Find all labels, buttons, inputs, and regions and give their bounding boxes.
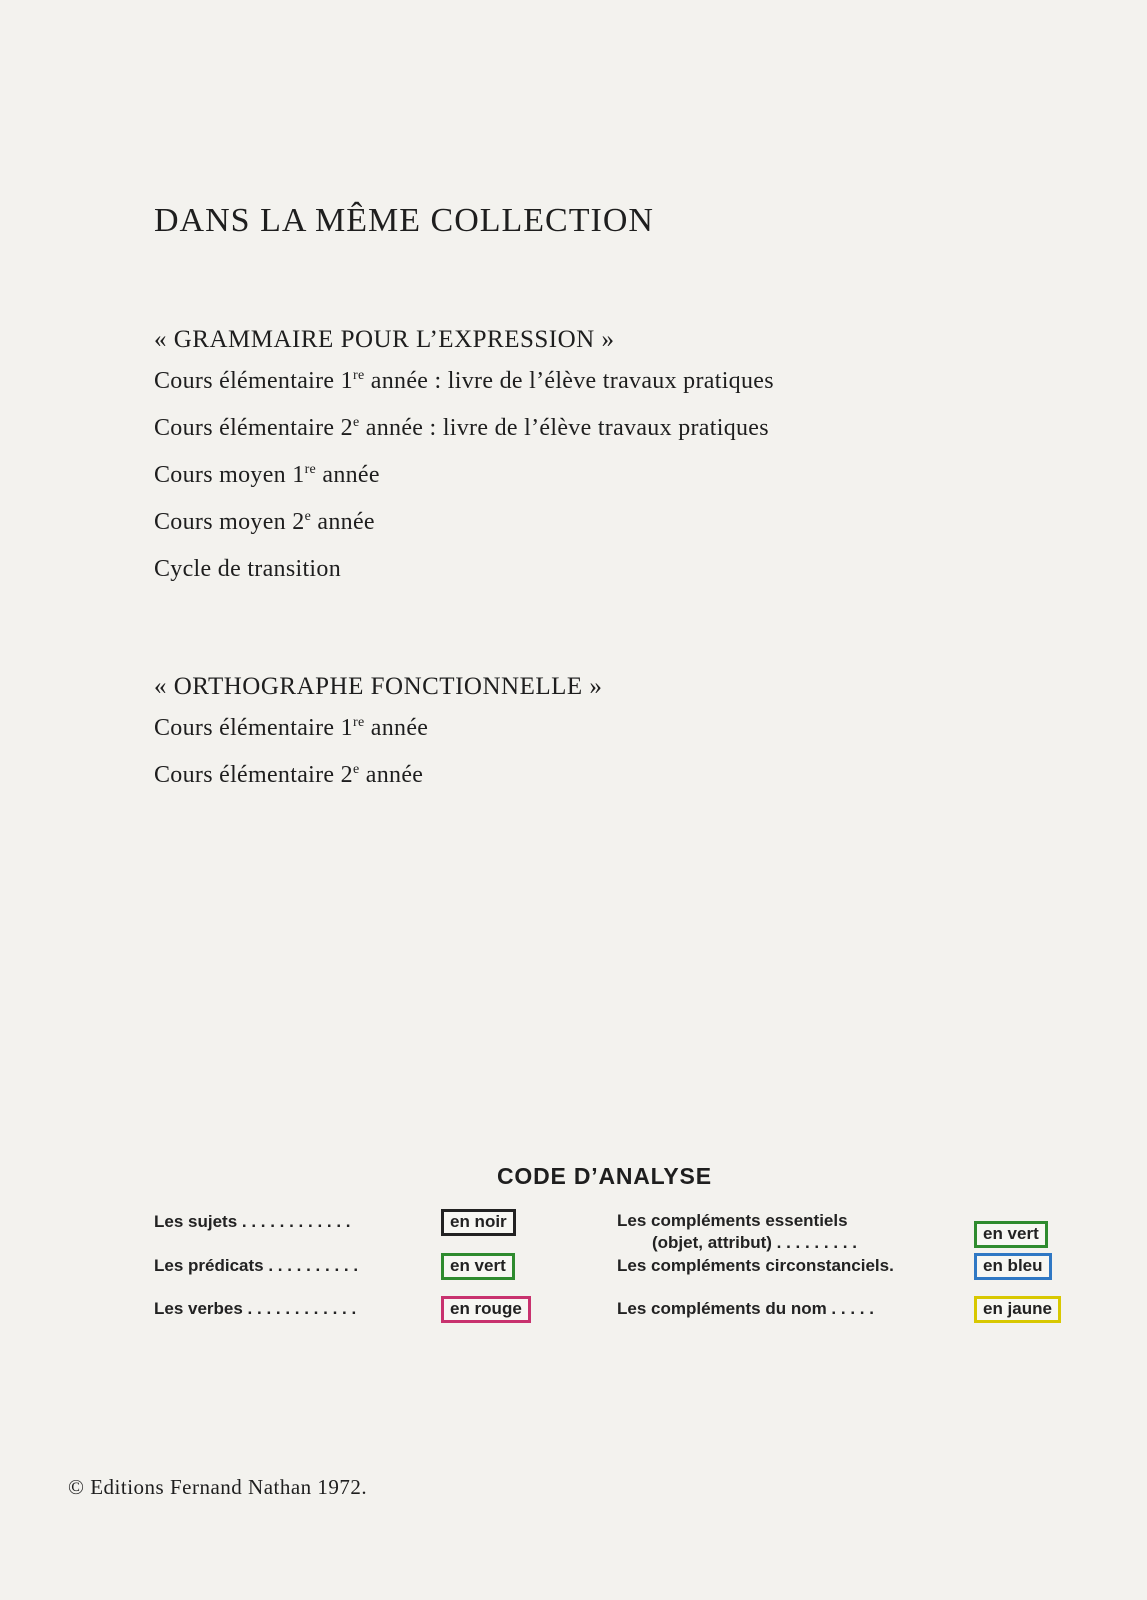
list-item: Cours élémentaire 2e année : livre de l’élève travaux pratiques [154, 415, 769, 441]
copyright: © Editions Fernand Nathan 1972. [68, 1475, 368, 1499]
page-title: DANS LA MÊME COLLECTION [154, 202, 654, 239]
section-list [154, 705, 602, 799]
code-label-objet-attribut: (objet, attribut) . . . . . . . . . [652, 1233, 857, 1252]
list-item: Cours élémentaire 1re année : livre de l’élève travaux pratiques [154, 368, 774, 394]
code-box-rouge: en rouge [441, 1296, 531, 1323]
code-analyse-title: CODE D’ANALYSE [497, 1163, 712, 1189]
code-label-sujets: Les sujets . . . . . . . . . . . . [154, 1212, 351, 1231]
code-box-noir: en noir [441, 1209, 516, 1236]
list-item: Cours élémentaire 1re année [154, 715, 429, 741]
section-heading: « ORTHOGRAPHE FONCTIONNELLE » [154, 673, 603, 700]
code-label-verbes: Les verbes . . . . . . . . . . . . [154, 1299, 357, 1318]
section-list [154, 358, 774, 593]
section-heading: « GRAMMAIRE POUR L’EXPRESSION » [154, 326, 615, 353]
code-box-jaune: en jaune [974, 1296, 1061, 1323]
section-grammaire [154, 326, 774, 593]
list-item: Cours élémentaire 2e année [154, 762, 424, 788]
list-item: Cours moyen 1re année [154, 462, 380, 488]
code-box-bleu: en bleu [974, 1253, 1052, 1280]
list-item: Cours moyen 2e année [154, 509, 375, 535]
code-box-vert-2: en vert [974, 1221, 1048, 1248]
list-item: Cycle de transition [154, 556, 341, 582]
section-orthographe [154, 673, 602, 799]
code-label-predicats: Les prédicats . . . . . . . . . . [154, 1256, 359, 1275]
code-box-vert: en vert [441, 1253, 515, 1280]
code-label-complements-nom: Les compléments du nom . . . . . [617, 1299, 874, 1318]
code-label-circonstanciels: Les compléments circonstanciels. [617, 1256, 894, 1275]
code-label-complements-essentiels: Les compléments essentiels [617, 1211, 848, 1230]
